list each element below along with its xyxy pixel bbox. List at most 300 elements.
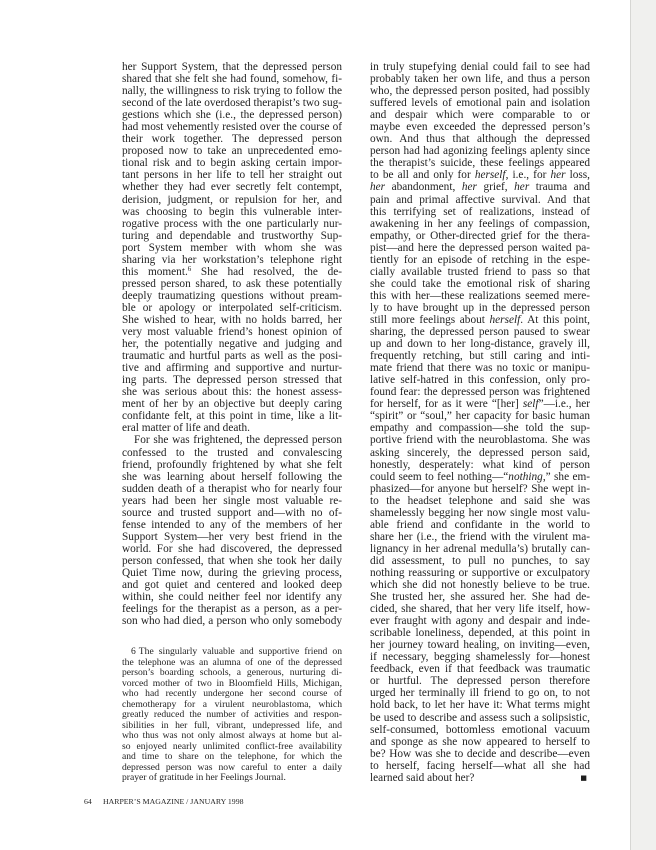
text-line (122, 290, 342, 302)
line-text (122, 459, 342, 471)
text-run: the telephone was an alumna of one of the depressed (122, 656, 342, 668)
text-run: , i.e., for (505, 169, 551, 182)
line-text (370, 85, 590, 97)
text-run: their work together. The depressed person (122, 133, 342, 146)
text-run: “spirit” or “soul,” her capacity for basic human (370, 410, 590, 423)
text-line (122, 519, 342, 531)
line-text (122, 398, 342, 410)
text-run: awakening in her any feelings of compassion, (370, 217, 590, 230)
text-line (370, 73, 590, 85)
line-text (370, 194, 590, 206)
line-text (134, 434, 342, 446)
line-text (370, 591, 590, 603)
text-run: had most vehemently resisted over the course of (122, 121, 342, 134)
text-run: rogative process with the one particularly nur- (122, 217, 342, 230)
line-text (370, 386, 590, 398)
line-text (122, 374, 342, 386)
text-line (122, 266, 342, 278)
text-line (122, 603, 342, 615)
text-run: years had been her single most valuable re- (122, 494, 342, 507)
text-run: Support System—her very best friend in the (122, 530, 342, 543)
line-text (122, 603, 342, 615)
text-run: asking sincerely, the depressed person said, (370, 446, 590, 459)
text-line (370, 386, 590, 398)
line-text (122, 145, 342, 157)
text-line (122, 109, 342, 121)
text-run: The singularly valuable and supportive friend on (138, 646, 342, 657)
line-text (370, 338, 590, 350)
text-run: She trusted her, she assured her. She had de- (370, 591, 590, 604)
text-run: her journey toward healing, on inviting—even, (370, 639, 590, 652)
text-line (122, 61, 342, 73)
text-run: own. And thus that although the depressed (370, 133, 590, 146)
text-line (122, 579, 342, 591)
text-run: fense intended to any of the members of her (122, 518, 342, 531)
text-line (370, 519, 590, 531)
text-run: ment of her by an objective but deeply caring (122, 398, 342, 411)
text-run: vorced mother of two in Bloomfield Hills, Michigan, (122, 677, 342, 689)
line-text (370, 218, 590, 230)
text-run: who thus was not only almost always at home but al- (122, 730, 342, 741)
text-run: person confessed, that when she took her daily (122, 554, 342, 567)
text-line (370, 410, 590, 422)
text-line (122, 362, 342, 374)
text-run: feedback, even if that feedback was traumatic (370, 663, 590, 676)
end-mark: ■ (580, 773, 587, 782)
text-run: shared that she felt she had found, somehow, fi- (122, 73, 342, 86)
text-line (370, 495, 590, 507)
line-text (122, 507, 342, 519)
text-run: able friend and confidante in the world to (370, 518, 590, 531)
text-run: deeply traumatizing questions without pream- (122, 289, 342, 302)
text-line (122, 459, 342, 471)
text-line (370, 194, 590, 206)
line-text (370, 712, 590, 724)
line-text (122, 350, 342, 362)
line-text (370, 290, 590, 302)
text-line (122, 555, 342, 567)
text-run: mate friend that there was no toxic or manipu- (370, 362, 590, 375)
text-run: abandonment, (385, 181, 462, 194)
text-line (370, 278, 590, 290)
text-line (370, 169, 590, 181)
text-run: and time to share on the telephone, for which the (122, 751, 342, 762)
text-line (370, 699, 590, 711)
text-run: honestly, desperately: what kind of person (370, 458, 590, 471)
text-line (122, 350, 342, 362)
text-line (122, 169, 342, 181)
text-run: source and trusted support and—with no of- (122, 506, 342, 519)
line-text (122, 266, 342, 278)
text-run: be used to describe and assess such a solipsistic, (370, 711, 590, 724)
line-text (370, 61, 590, 73)
text-line (122, 591, 342, 603)
line-text (370, 639, 590, 651)
line-text (370, 555, 590, 567)
line-text (122, 181, 342, 193)
line-text (370, 447, 590, 459)
text-line (122, 615, 342, 627)
text-run: . At this point, (520, 313, 590, 326)
line-text (370, 206, 590, 218)
text-line (370, 471, 590, 483)
text-line (370, 434, 590, 446)
text-line (370, 507, 590, 519)
text-run: found fear: the depressed person was frightened (370, 386, 590, 399)
text-run: did assessment, to pull no punches, to say (370, 554, 590, 567)
italic-text: nothing (508, 470, 543, 483)
text-line (370, 157, 590, 169)
text-run: second of the late overdosed therapist’s two sug- (122, 97, 342, 110)
line-text (122, 61, 342, 73)
text-line (122, 447, 342, 459)
line-text (122, 206, 342, 218)
text-line (370, 483, 590, 495)
line-text (370, 483, 590, 495)
text-run: hold back, to let her have it: What terms might (370, 699, 590, 712)
right-column (370, 61, 590, 784)
text-line (122, 230, 342, 242)
text-line (122, 326, 342, 338)
italic-text: her (370, 181, 386, 194)
line-text (370, 242, 590, 254)
text-run: very most valuable friend’s honest opinion of (122, 326, 342, 339)
text-line (122, 386, 342, 398)
line-text (370, 531, 590, 543)
text-run: proposed now to take an unprecedented emo- (122, 145, 342, 158)
line-text (370, 495, 590, 507)
left-column (122, 61, 342, 627)
text-run: for herself, for as it were “[her] (370, 398, 523, 411)
text-run: her, the potentially negative and judging and (122, 338, 342, 351)
line-text (370, 133, 590, 145)
footnote-marker: 6 (131, 646, 136, 657)
text-run: still more feelings about (370, 313, 490, 326)
text-run: port System member with whom she was (122, 241, 342, 254)
text-line (370, 254, 590, 266)
line-text (370, 699, 590, 711)
text-line (122, 133, 342, 145)
text-line (370, 302, 590, 314)
text-run: frequently retching, but still caring and inti- (370, 350, 590, 363)
text-line (122, 121, 342, 133)
text-line (370, 459, 590, 471)
text-run: pain and primal affective survival. And that (370, 193, 590, 206)
text-line (370, 447, 590, 459)
text-line (370, 615, 590, 627)
line-text (122, 97, 342, 109)
line-text (370, 266, 590, 278)
line-text (370, 615, 590, 627)
line-text (122, 121, 342, 133)
line-text (122, 109, 342, 121)
text-line (370, 579, 590, 591)
text-line (370, 591, 590, 603)
line-text (370, 519, 590, 531)
text-run: nothing reassuring or supportive or exculpatory (370, 566, 590, 579)
page-number: 64 (84, 797, 92, 806)
text-run: cially available trusted friend to pass so that (370, 265, 590, 278)
line-text (122, 133, 342, 145)
text-run: suffered levels of emotional pain and isolation (370, 97, 590, 110)
text-line (370, 133, 590, 145)
text-run: sibilities in her full, vibrant, undepressed life, and (122, 719, 342, 731)
footnote-line (122, 773, 342, 784)
text-line (370, 350, 590, 362)
line-text (370, 760, 590, 772)
text-line (370, 555, 590, 567)
line-text (122, 169, 342, 181)
italic-text: her (461, 181, 477, 194)
text-run: loss, (565, 169, 590, 182)
line-text (370, 109, 590, 121)
text-run: ble or apology or interpolated self-criticism. (122, 301, 342, 314)
text-run: tant persons in her life to tell her straight out (122, 169, 342, 182)
text-line (122, 422, 342, 434)
text-run: up and down to her long-distance, gravely ill, (370, 338, 590, 351)
line-text (122, 773, 286, 784)
line-text (370, 97, 590, 109)
text-line (370, 97, 590, 109)
text-run: turing and dependable and trustworthy Sup- (122, 229, 342, 242)
text-line (122, 157, 342, 169)
text-run: pressed person shared, to ask these potentially (122, 277, 342, 290)
line-text (370, 663, 590, 675)
text-run: maybe even exceeded the depressed person’s (370, 121, 590, 134)
text-run: self-consumed, bottomless emotional vacuum (370, 723, 590, 736)
text-run: friend, profoundly frightened by what she felt (122, 458, 342, 471)
text-run: she was learning about herself following the (122, 470, 342, 483)
text-run: this terrifying set of realizations, instead of (370, 205, 590, 218)
text-line (122, 278, 342, 290)
text-line (370, 736, 590, 748)
line-text (122, 471, 342, 483)
text-line (122, 507, 342, 519)
text-line (122, 73, 342, 85)
text-line (122, 145, 342, 157)
text-line (370, 85, 590, 97)
text-run: portive friend with the neuroblastoma. She was (370, 434, 590, 447)
text-line (370, 772, 590, 784)
text-run: lignancy in her adrenal medulla’s) brutally can- (370, 542, 590, 555)
text-run: this with her—these realizations seemed mere- (370, 289, 590, 302)
text-run: be? How was she to decide and describe—even (370, 747, 590, 760)
line-text (370, 410, 590, 422)
text-line (370, 531, 590, 543)
line-text (370, 145, 590, 157)
line-text (370, 651, 590, 663)
text-line (122, 567, 342, 579)
text-run: or hurtful. The depressed person therefore (370, 675, 590, 688)
text-line (122, 374, 342, 386)
line-text (122, 314, 342, 326)
text-run: ever fraught with agony and despair and inde- (370, 615, 590, 628)
italic-text: herself (474, 169, 506, 182)
line-text (370, 181, 590, 193)
text-line (370, 230, 590, 242)
text-line (122, 398, 342, 410)
text-run: ly to have brought up in the depressed person (370, 301, 590, 314)
line-text (370, 748, 590, 760)
line-text (370, 254, 590, 266)
text-run: phasized—for anyone but herself? She wept in- (370, 482, 590, 495)
line-text (370, 471, 590, 483)
line-text (122, 362, 342, 374)
line-text (122, 531, 342, 543)
text-run: urged her terminally ill friend to go on, to not (370, 687, 590, 700)
text-run: empathy and compassion—she told the sup- (370, 422, 590, 435)
text-run: so enjoyed nearly unlimited conflict-free availability (122, 740, 342, 752)
text-line (370, 422, 590, 434)
text-run: and despair which were comparable to or (370, 109, 590, 122)
text-line (122, 206, 342, 218)
text-run: who, the depressed person posited, had possibly (370, 85, 590, 98)
italic-text: her (550, 169, 566, 182)
line-text (122, 410, 342, 422)
text-line (370, 748, 590, 760)
text-run: empathy, or Other-directed grief for the thera- (370, 229, 590, 242)
line-text (370, 230, 590, 242)
text-run: was choosing to begin this vulnerable inter- (122, 205, 342, 218)
text-run: traumatic and hurtful parts as well as the posi- (122, 350, 342, 363)
text-line (370, 724, 590, 736)
text-run: which she did not honestly believe to be true. (370, 579, 590, 592)
italic-text: self (522, 398, 539, 411)
text-line (370, 206, 590, 218)
text-run: greatly reduced the number of activities and respon- (122, 709, 342, 720)
text-run: grief, (476, 181, 515, 194)
text-line (122, 543, 342, 555)
text-line (370, 61, 590, 73)
footnote-reference: 6 (187, 264, 192, 273)
text-line (370, 314, 590, 326)
line-text (122, 615, 342, 627)
line-text (370, 157, 590, 169)
text-run: For she was frightened, the depressed person (134, 434, 342, 447)
text-run: lative self-hatred in this confession, only pro- (370, 374, 590, 387)
text-run: chemotherapy for a virulent neuroblastoma, which (122, 698, 342, 710)
line-text (122, 218, 342, 230)
text-line (122, 483, 342, 495)
text-run: she could take the emotional risk of sharing (370, 277, 590, 290)
text-run: learned said about her? (370, 771, 475, 784)
line-text (122, 338, 342, 350)
text-run: depressed person was now careful to enter a daily (122, 761, 342, 773)
line-text (122, 543, 342, 555)
text-run: to the headset telephone and said she was (370, 494, 590, 507)
line-text (122, 386, 342, 398)
text-run: She wished to hear, with no holds barred, her (122, 313, 342, 326)
text-run: tiently for an episode of retching in the espe- (370, 253, 590, 266)
text-run: cided, she shared, that her very life itself, how- (370, 603, 590, 616)
text-run: ing parts. The depressed person stressed that (122, 374, 342, 387)
text-line (370, 145, 590, 157)
text-run: ”—i.e., her (538, 398, 590, 411)
line-text (370, 724, 590, 736)
line-text (122, 230, 342, 242)
text-line (370, 290, 590, 302)
text-line (122, 218, 342, 230)
text-run: derision, judgment, or repulsion for her, and (122, 193, 342, 206)
text-line (370, 109, 590, 121)
line-text (370, 302, 590, 314)
text-run: person had had agonizing feelings aplenty since (370, 145, 590, 158)
line-text (370, 627, 590, 639)
text-line (370, 326, 590, 338)
line-text (122, 85, 342, 97)
line-text (122, 519, 342, 531)
text-line (370, 567, 590, 579)
text-line (370, 627, 590, 639)
text-run: person’s boarding schools, a generous, nurturing di- (122, 667, 342, 678)
text-run: her Support System, that the depressed person (122, 61, 342, 73)
line-text (370, 603, 590, 615)
line-text (370, 736, 590, 748)
line-text (122, 157, 342, 169)
line-text (370, 687, 590, 699)
text-line (370, 603, 590, 615)
text-line (370, 687, 590, 699)
text-run: son who had died, a person who only somebody (122, 615, 342, 628)
text-line (122, 97, 342, 109)
text-run: world. For she had discovered, the depressed (122, 542, 342, 555)
text-line (122, 471, 342, 483)
line-text (370, 278, 590, 290)
line-text (122, 326, 342, 338)
line-text (370, 350, 590, 362)
text-run: who had recently undergone her second course of (122, 688, 342, 699)
text-line (370, 181, 590, 193)
text-run: and got quiet and centered and looked deep (122, 579, 342, 592)
text-line (370, 218, 590, 230)
text-line (122, 410, 342, 422)
text-line (370, 362, 590, 374)
text-line (370, 266, 590, 278)
text-run: sharing via her workstation’s telephone right (122, 253, 342, 266)
line-text (122, 254, 342, 266)
line-text (122, 567, 342, 579)
italic-text: her (514, 181, 530, 194)
text-line (370, 639, 590, 651)
text-run: confidante felt, at this point in time, like a lit- (122, 410, 342, 423)
line-text (370, 507, 590, 519)
text-line (370, 712, 590, 724)
line-text (122, 290, 342, 302)
text-line (370, 398, 590, 410)
text-run: if necessary, begging shamelessly for—honest (370, 651, 590, 664)
text-run: this moment. (122, 265, 188, 278)
line-text (370, 675, 590, 687)
text-run: ,” she em- (542, 470, 591, 483)
text-run: sharing, the depressed person paused to swear (370, 326, 590, 339)
line-text (122, 278, 342, 290)
line-text (370, 459, 590, 471)
line-text (370, 362, 590, 374)
line-text (122, 495, 342, 507)
line-text (370, 398, 590, 410)
text-run: to be all and only for (370, 169, 475, 182)
line-text (370, 579, 590, 591)
text-run: tive and affirming and supportive and nurtur- (122, 362, 342, 375)
line-text (370, 567, 590, 579)
footnote (122, 647, 342, 784)
text-run: eral matter of life and death. (122, 422, 250, 435)
text-run: gestions which she (i.e., the depressed person) (122, 109, 342, 122)
text-run: shamelessly begging her now single most valu- (370, 506, 590, 519)
text-run: within, she could neither feel nor identify any (122, 591, 342, 604)
text-run: nally, the willingness to risk trying to follow the (122, 85, 342, 98)
text-run: the therapist’s suicide, these feelings appeared (370, 157, 590, 170)
